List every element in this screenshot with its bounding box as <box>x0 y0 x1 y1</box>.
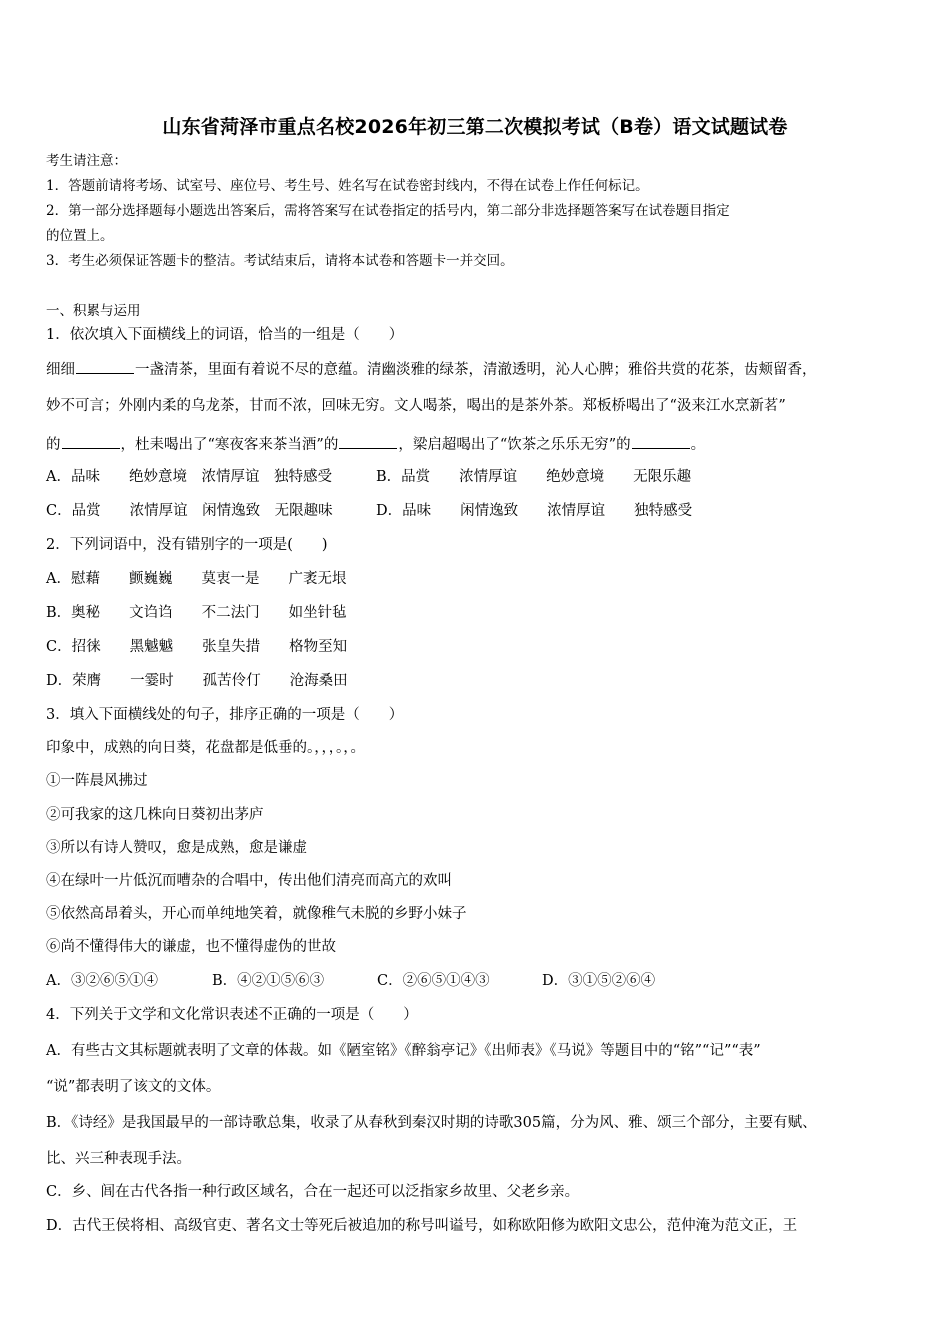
q4-option-d: D．古代王侯将相、高级官吏、著名文士等死后被追加的称号叫谥号，如称欧阳修为欧阳文忠公，范仲淹为范文正，王 <box>46 1218 798 1234</box>
q2-option-b: B．奥秘 文诌诌 不二法门 如坐针毡 <box>46 605 347 621</box>
q3-stem: 3．填入下面横线处的句子，排序正确的一项是（ ） <box>46 707 404 723</box>
q1-passage-text: 的 <box>46 437 61 453</box>
q4-option-b-cont: 比、兴三种表现手法。 <box>46 1151 191 1167</box>
q3-sentence-4: ④在绿叶一片低沉而嘈杂的合唱中，传出他们清亮而高亢的欢叫 <box>46 873 452 889</box>
q2-option-a: A．慰藉 颤巍巍 莫衷一是 广袤无垠 <box>46 571 347 587</box>
section-heading: 一、积累与运用 <box>46 303 141 319</box>
q1-passage-line-1 <box>46 359 817 380</box>
q1-passage-text: ，梁启超喝出了“饮茶之乐乐无穷”的 <box>398 437 631 453</box>
q1-passage-line-2: 妙不可言；外刚内柔的乌龙茶，甘而不浓，回味无穷。文人喝茶，喝出的是茶外茶。郑板桥喝出了“汲来江水烹新茗” <box>46 398 786 414</box>
q4-option-c: C．乡、闾在古代各指一种行政区域名，合在一起还可以泛指家乡故里、父老乡亲。 <box>46 1184 580 1200</box>
q3-sentence-1: ①一阵晨风拂过 <box>46 773 148 789</box>
q4-stem: 4．下列关于文学和文化常识表述不正确的一项是（ ） <box>46 1007 418 1023</box>
notice-header: 考生请注意： <box>46 153 127 169</box>
fill-blank-1 <box>76 359 134 374</box>
q1-passage-text: 细细 <box>46 362 75 378</box>
notice-item-1: 1．答题前请将考场、试室号、座位号、考生号、姓名写在试卷密封线内，不得在试卷上作任何标记。 <box>46 178 649 194</box>
q3-sentence-2: ②可我家的这几株向日葵初出茅庐 <box>46 807 264 823</box>
q3-sentence-3: ③所以有诗人赞叹，愈是成熟，愈是谦虚 <box>46 840 307 856</box>
q2-stem: 2．下列词语中，没有错别字的一项是( ) <box>46 537 328 553</box>
q3-sentence-6: ⑥尚不懂得伟大的谦虚，也不懂得虚伪的世故 <box>46 939 336 955</box>
q3-sentence-5: ⑤依然高昂着头，开心而单纯地笑着，就像稚气未脱的乡野小妹子 <box>46 906 467 922</box>
q1-option-a: A．品味 绝妙意境 浓情厚谊 独特感受 <box>46 469 332 485</box>
q3-intro: 印象中，成熟的向日葵，花盘都是低垂的。，，，。，。 <box>46 740 365 756</box>
q1-passage-text: 。 <box>690 437 706 453</box>
q1-passage-text: ，杜耒喝出了“寒夜客来茶当酒”的 <box>120 437 339 453</box>
q4-option-b: B．《诗经》是我国最早的一部诗歌总集，收录了从春秋到秦汉时期的诗歌305篇，分为风、雅、颂三个部分，主要有赋、 <box>46 1115 817 1131</box>
q1-passage-text: 一盏清茶，里面有着说不尽的意蕴。清幽淡雅的绿茶，清澈透明，沁人心脾；雅俗共赏的花茶，齿颊留香， <box>135 362 817 378</box>
fill-blank-2 <box>62 434 120 449</box>
q1-passage-line-3 <box>46 434 705 455</box>
q1-stem: 1．依次填入下面横线上的词语，恰当的一组是（ ） <box>46 327 404 343</box>
fill-blank-4 <box>632 434 690 449</box>
q2-option-d: D．荣膺 一霎时 孤苦伶仃 沧海桑田 <box>46 673 348 689</box>
q2-option-c: C．招徕 黑魆魆 张皇失措 格物至知 <box>46 639 348 655</box>
q1-option-d: D．品味 闲情逸致 浓情厚谊 独特感受 <box>376 503 693 519</box>
q3-option-b: B．④②①⑤⑥③ <box>212 973 325 989</box>
fill-blank-3 <box>339 434 397 449</box>
q4-option-a-cont: “说”都表明了该文的文体。 <box>46 1079 221 1095</box>
notice-item-3: 3．考生必须保证答题卡的整洁。考试结束后，请将本试卷和答题卡一并交回。 <box>46 253 514 269</box>
notice-item-2: 2．第一部分选择题每小题选出答案后，需将答案写在试卷指定的括号内，第二部分非选择题答案写在试卷题目指定 <box>46 203 730 219</box>
q1-option-b: B．品赏 浓情厚谊 绝妙意境 无限乐趣 <box>376 469 692 485</box>
q1-option-c: C．品赏 浓情厚谊 闲情逸致 无限趣味 <box>46 503 333 519</box>
q3-option-c: C．②⑥⑤①④③ <box>377 973 490 989</box>
exam-title: 山东省菏泽市重点名校2026年初三第二次模拟考试（B卷）语文试题试卷 <box>162 116 788 138</box>
q4-option-a: A．有些古文其标题就表明了文章的体裁。如《陋室铭》《醉翁亭记》《出师表》《马说》等题目中的“铭”“记”“表” <box>46 1043 761 1059</box>
q3-option-a: A．③②⑥⑤①④ <box>46 973 158 989</box>
q3-option-d: D．③①⑤②⑥④ <box>542 973 656 989</box>
notice-item-2-cont: 的位置上。 <box>46 228 114 244</box>
